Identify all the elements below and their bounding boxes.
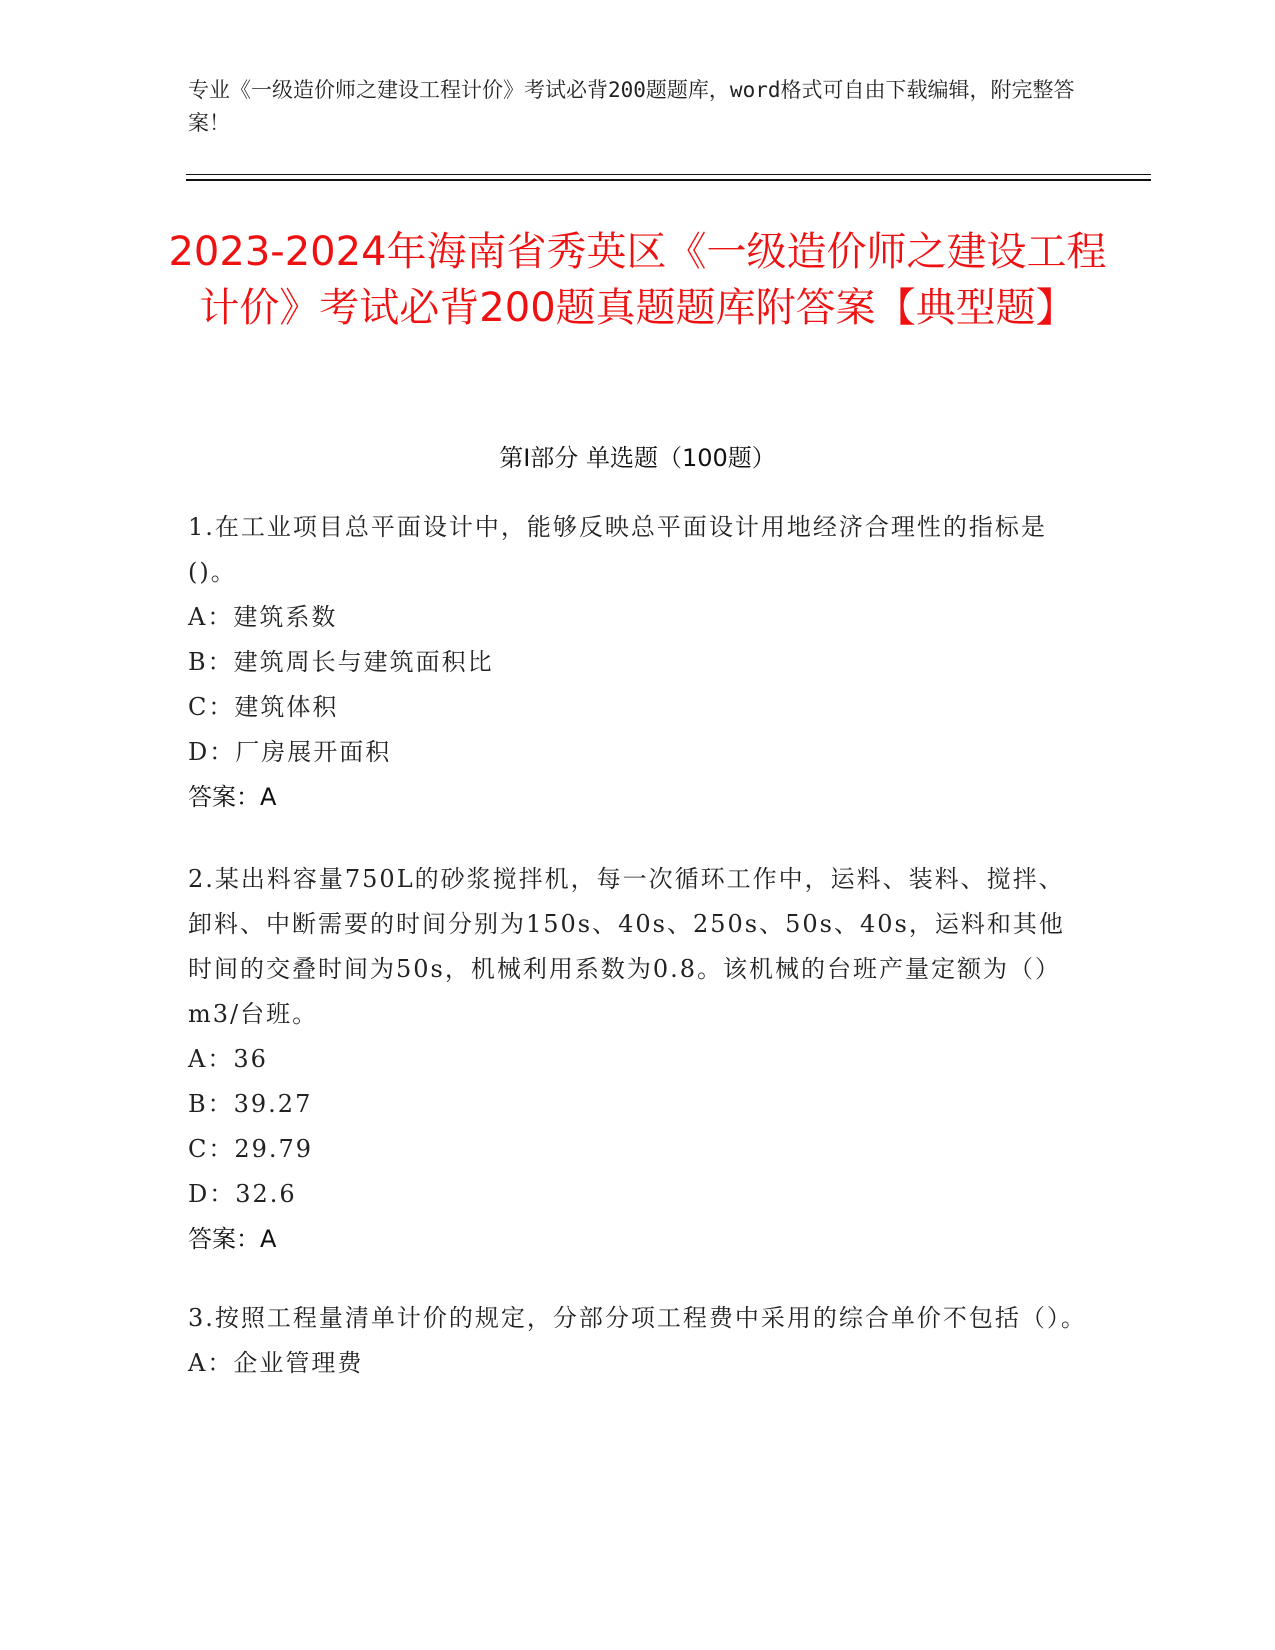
- option-a: A：建筑系数: [188, 603, 338, 631]
- section-title: 第Ⅰ部分 单选题（100题）: [499, 444, 776, 472]
- option-c: C：建筑体积: [188, 693, 339, 721]
- option-b: B：39.27: [188, 1090, 313, 1118]
- question-1: [188, 505, 1088, 820]
- question-stem: 1.在工业项目总平面设计中，能够反映总平面设计用地经济合理性的指标是()。: [188, 513, 1047, 586]
- question-stem: 2.某出料容量750L的砂浆搅拌机，每一次循环工作中，运料、装料、搅拌、卸料、中断需要的时间分别为150s、40s、250s、50s、40s，运料和其他时间的交叠时间为50s，机械利用系数为0.8。该机械的台班产量定额为（）m3/台班。: [188, 865, 1065, 1028]
- question-3: [188, 1296, 1088, 1386]
- header-divider-thick: [186, 179, 1151, 181]
- option-d: D：厂房展开面积: [188, 738, 392, 766]
- header-divider-thin: [186, 174, 1151, 175]
- option-a: A：36: [188, 1045, 268, 1073]
- option-b: B：建筑周长与建筑面积比: [188, 648, 494, 676]
- option-c: C：29.79: [188, 1135, 314, 1163]
- question-stem: 3.按照工程量清单计价的规定，分部分项工程费中采用的综合单价不包括（）。: [188, 1304, 1087, 1332]
- answer: 答案：A: [188, 783, 277, 811]
- question-2: [188, 857, 1088, 1262]
- header-note: 专业《一级造价师之建设工程计价》考试必背200题题库，word格式可自由下载编辑，附完整答案！: [188, 78, 1075, 135]
- answer: 答案：A: [188, 1225, 277, 1253]
- document-title: 2023-2024年海南省秀英区《一级造价师之建设工程计价》考试必背200题真题题库附答案【典型题】: [168, 229, 1107, 331]
- option-a: A：企业管理费: [188, 1349, 364, 1377]
- option-d: D：32.6: [188, 1180, 297, 1208]
